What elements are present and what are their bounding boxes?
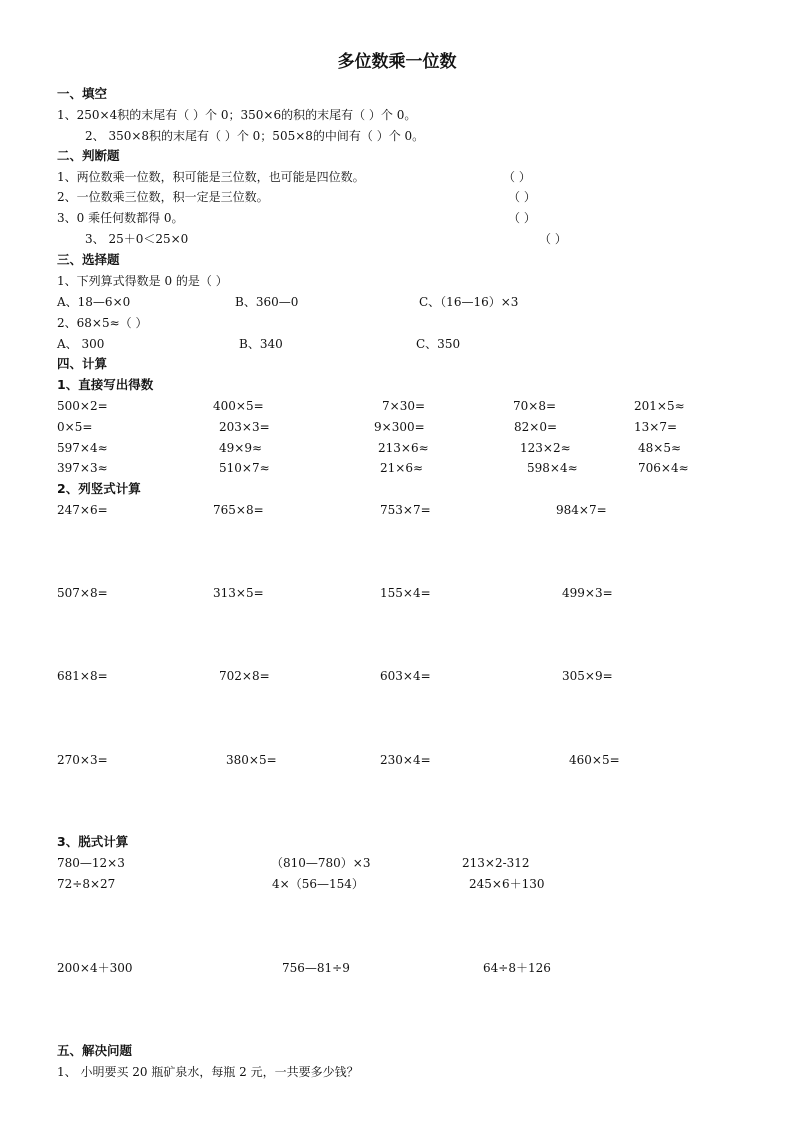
direct-calc-item: 0×5=	[57, 420, 93, 434]
word-problem-1: 1、 小明要买 20 瓶矿泉水，每瓶 2 元，一共要多少钱？	[57, 1065, 359, 1079]
choice-option-c: C、（16—16）×3	[419, 295, 519, 309]
fill-question-2: 2、 350×8积的末尾有（ ）个 0；505×8的中间有（ ）个 0。	[85, 129, 425, 143]
vertical-calc-item: 313×5=	[213, 586, 264, 600]
direct-calc-item: 70×8=	[513, 399, 557, 413]
vertical-calc-item: 765×8=	[213, 503, 264, 517]
section-3-heading: 三、选择题	[57, 252, 120, 267]
direct-calc-item: 49×9≈	[219, 441, 263, 455]
vertical-calc-item: 247×6=	[57, 503, 108, 517]
section-4-heading: 四、计算	[57, 356, 108, 371]
choice-option-c: C、350	[416, 337, 461, 351]
stepwise-calc-item: 4×（56—154）	[272, 877, 364, 891]
direct-calc-item: 510×7≈	[219, 461, 270, 475]
choice-option-a: A、 300	[57, 337, 105, 351]
vertical-calc-item: 230×4=	[380, 753, 431, 767]
judge-item-paren: （ ）	[508, 211, 536, 225]
direct-calc-item: 9×300=	[374, 420, 425, 434]
vertical-calc-item: 305×9=	[562, 669, 613, 683]
direct-calc-item: 400×5=	[213, 399, 264, 413]
direct-calc-item: 598×4≈	[527, 461, 578, 475]
judge-item-paren: （ ）	[508, 190, 536, 204]
stepwise-calc-item: 756—81÷9	[282, 961, 350, 975]
vertical-calc-item: 603×4=	[380, 669, 431, 683]
direct-calc-item: 7×30=	[382, 399, 426, 413]
section-5-heading: 五、解决问题	[57, 1043, 133, 1058]
fill-question-1: 1、250×4积的末尾有（ ）个 0；350×6的积的末尾有（ ）个 0。	[57, 108, 417, 122]
direct-calc-item: 201×5≈	[634, 399, 685, 413]
stepwise-calc-item: 245×6＋130	[469, 877, 545, 891]
judge-item-text: 3、 25＋0＜25×0	[85, 232, 189, 246]
section-2-heading: 二、判断题	[57, 148, 120, 163]
choice-question-2: 2、68×5≈（ ）	[57, 316, 148, 330]
stepwise-calc-heading: 3、脱式计算	[57, 834, 129, 849]
stepwise-calc-item: 64÷8＋126	[483, 961, 551, 975]
direct-calc-item: 706×4≈	[638, 461, 689, 475]
vertical-calc-item: 270×3=	[57, 753, 108, 767]
vertical-calc-item: 984×7=	[556, 503, 607, 517]
judge-item-text: 3、0 乘任何数都得 0。	[57, 211, 184, 225]
direct-calc-item: 123×2≈	[520, 441, 571, 455]
direct-calc-item: 213×6≈	[378, 441, 429, 455]
choice-question-1: 1、下列算式得数是 0 的是（ ）	[57, 274, 228, 288]
direct-calc-item: 13×7=	[634, 420, 678, 434]
page-title: 多位数乘一位数	[337, 52, 457, 72]
section-1-heading: 一、填空	[57, 86, 108, 101]
direct-calc-item: 203×3=	[219, 420, 270, 434]
judge-item-text: 1、两位数乘一位数，积可能是三位数，也可能是四位数。	[57, 170, 365, 184]
choice-option-b: B、340	[239, 337, 283, 351]
judge-item-text: 2、一位数乘三位数，积一定是三位数。	[57, 190, 269, 204]
judge-item-paren: （ ）	[539, 232, 567, 246]
direct-calc-item: 21×6≈	[380, 461, 424, 475]
vertical-calc-item: 460×5=	[569, 753, 620, 767]
choice-option-a: A、18—6×0	[57, 295, 131, 309]
vertical-calc-item: 507×8=	[57, 586, 108, 600]
direct-calc-item: 82×0=	[514, 420, 558, 434]
direct-calc-item: 397×3≈	[57, 461, 108, 475]
direct-calc-item: 500×2=	[57, 399, 108, 413]
direct-calc-heading: 1、直接写出得数	[57, 377, 154, 392]
vertical-calc-item: 753×7=	[380, 503, 431, 517]
vertical-calc-heading: 2、列竖式计算	[57, 481, 141, 496]
direct-calc-item: 48×5≈	[638, 441, 682, 455]
stepwise-calc-item: 72÷8×27	[57, 877, 116, 891]
direct-calc-item: 597×4≈	[57, 441, 108, 455]
choice-option-b: B、360—0	[235, 295, 299, 309]
stepwise-calc-item: （810—780）×3	[271, 856, 371, 870]
stepwise-calc-item: 213×2-312	[462, 856, 530, 870]
vertical-calc-item: 499×3=	[562, 586, 613, 600]
stepwise-calc-item: 200×4＋300	[57, 961, 133, 975]
stepwise-calc-item: 780—12×3	[57, 856, 125, 870]
vertical-calc-item: 155×4=	[380, 586, 431, 600]
vertical-calc-item: 380×5=	[226, 753, 277, 767]
vertical-calc-item: 681×8=	[57, 669, 108, 683]
vertical-calc-item: 702×8=	[219, 669, 270, 683]
judge-item-paren: （ ）	[503, 170, 531, 184]
